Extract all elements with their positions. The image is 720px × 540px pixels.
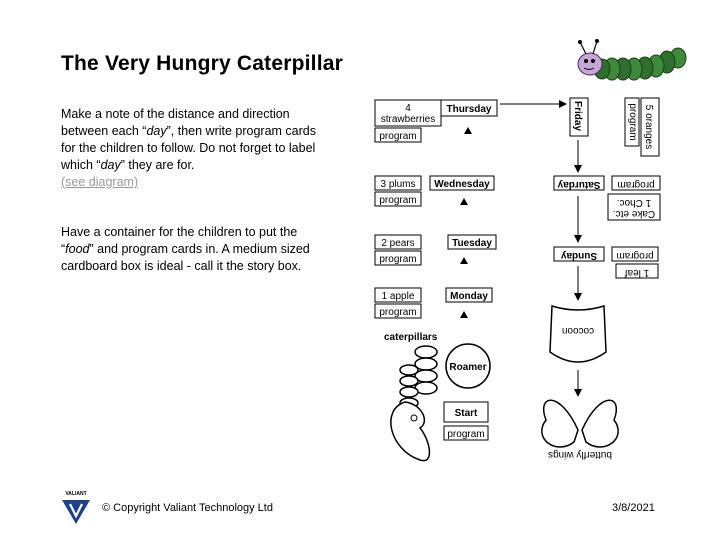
- text-span: ”, then write program cards for the children to follow. Do not forget to label which “: [61, 124, 316, 172]
- card-text: Start: [454, 408, 478, 419]
- card-text: program: [617, 179, 655, 190]
- instructions-paragraph: [61, 106, 331, 191]
- egg-on-leaf-drawing: [391, 402, 430, 461]
- card-text: 1 apple: [381, 291, 415, 302]
- card-text: 5 oranges: [643, 104, 654, 150]
- container-paragraph: [61, 224, 331, 275]
- slide-date: 3/8/2021: [612, 502, 655, 514]
- text-span-italic: day: [146, 124, 167, 138]
- card-text: Monday: [450, 291, 488, 302]
- direction-marker: [460, 198, 468, 205]
- start-program-card: [444, 426, 488, 440]
- card-text: program: [616, 250, 654, 261]
- card-text: Thursday: [446, 104, 492, 115]
- direction-marker: [464, 127, 472, 134]
- card-text: program: [379, 307, 417, 318]
- thursday-card: [441, 100, 497, 116]
- copyright-notice: © Copyright Valiant Technology Ltd: [102, 502, 273, 514]
- monday-program-card: [375, 304, 421, 318]
- thursday-program-card: [375, 128, 421, 142]
- story-route-diagram: [360, 30, 680, 470]
- text-span: ” and program cards in. A medium sized cardboard box is ideal - call it the story box.: [61, 242, 310, 273]
- saturday-food-card: [608, 194, 660, 220]
- card-text: Wednesday: [434, 179, 490, 190]
- card-text: program: [379, 254, 417, 265]
- friday-program-card: [625, 98, 639, 146]
- friday-food-card: [641, 98, 659, 156]
- card-text: program: [379, 131, 417, 142]
- saturday-program-card: [612, 176, 660, 190]
- card-text: 3 plums: [380, 179, 416, 190]
- card-text: Saturday: [557, 179, 601, 190]
- roamer-label: Roamer: [449, 362, 487, 373]
- saturday-card: [554, 176, 604, 190]
- card-text: Cake etc.: [612, 208, 656, 219]
- valiant-logo: [58, 490, 94, 526]
- tuesday-card: [448, 235, 496, 249]
- start-card: [444, 402, 488, 422]
- friday-card: [570, 98, 588, 136]
- card-text: program: [447, 429, 485, 440]
- card-text: program: [627, 103, 638, 141]
- direction-marker: [460, 257, 468, 264]
- card-text: 4: [405, 103, 411, 114]
- sunday-card: [554, 247, 604, 261]
- text-span-italic: day: [100, 158, 121, 172]
- direction-marker: [460, 311, 468, 318]
- wednesday-program-card: [375, 192, 421, 206]
- card-text: 1 leaf: [624, 267, 650, 278]
- butterfly-wings-drawing: [542, 400, 618, 460]
- text-span: Make a note of the distance and direction between each “: [61, 107, 290, 138]
- slide-title: The Very Hungry Caterpillar: [61, 52, 343, 75]
- sunday-program-card: [612, 247, 658, 261]
- caterpillars-label: caterpillars: [384, 332, 438, 343]
- wednesday-food-card: [375, 176, 421, 190]
- thursday-food-card: [375, 100, 441, 126]
- butterfly-wings-label: butterfly wings: [548, 449, 612, 460]
- sunday-food-card: [616, 264, 658, 278]
- card-text: program: [379, 195, 417, 206]
- text-span: Have a container for the children to put the “: [61, 225, 298, 256]
- cocoon-label: cocoon: [561, 325, 595, 336]
- caterpillar-segments: [400, 346, 437, 408]
- card-text: Friday: [572, 100, 583, 132]
- cocoon-drawing: [550, 306, 606, 362]
- roamer-robot: [446, 344, 490, 388]
- tuesday-program-card: [375, 251, 421, 265]
- text-span: ” they are for.: [120, 158, 195, 172]
- card-text: 2 pears: [381, 238, 415, 249]
- card-text: Tuesday: [452, 238, 492, 249]
- wednesday-card: [430, 176, 494, 190]
- see-diagram-link[interactable]: (see diagram): [61, 175, 139, 189]
- monday-food-card: [375, 288, 421, 302]
- tuesday-food-card: [375, 235, 421, 249]
- card-text: 1 Choc.: [616, 197, 652, 208]
- logo-text: VALIANT: [65, 491, 87, 497]
- text-span-italic: food: [65, 242, 90, 256]
- card-text: strawberries: [380, 114, 436, 125]
- monday-card: [446, 288, 492, 302]
- card-text: Sunday: [560, 250, 598, 261]
